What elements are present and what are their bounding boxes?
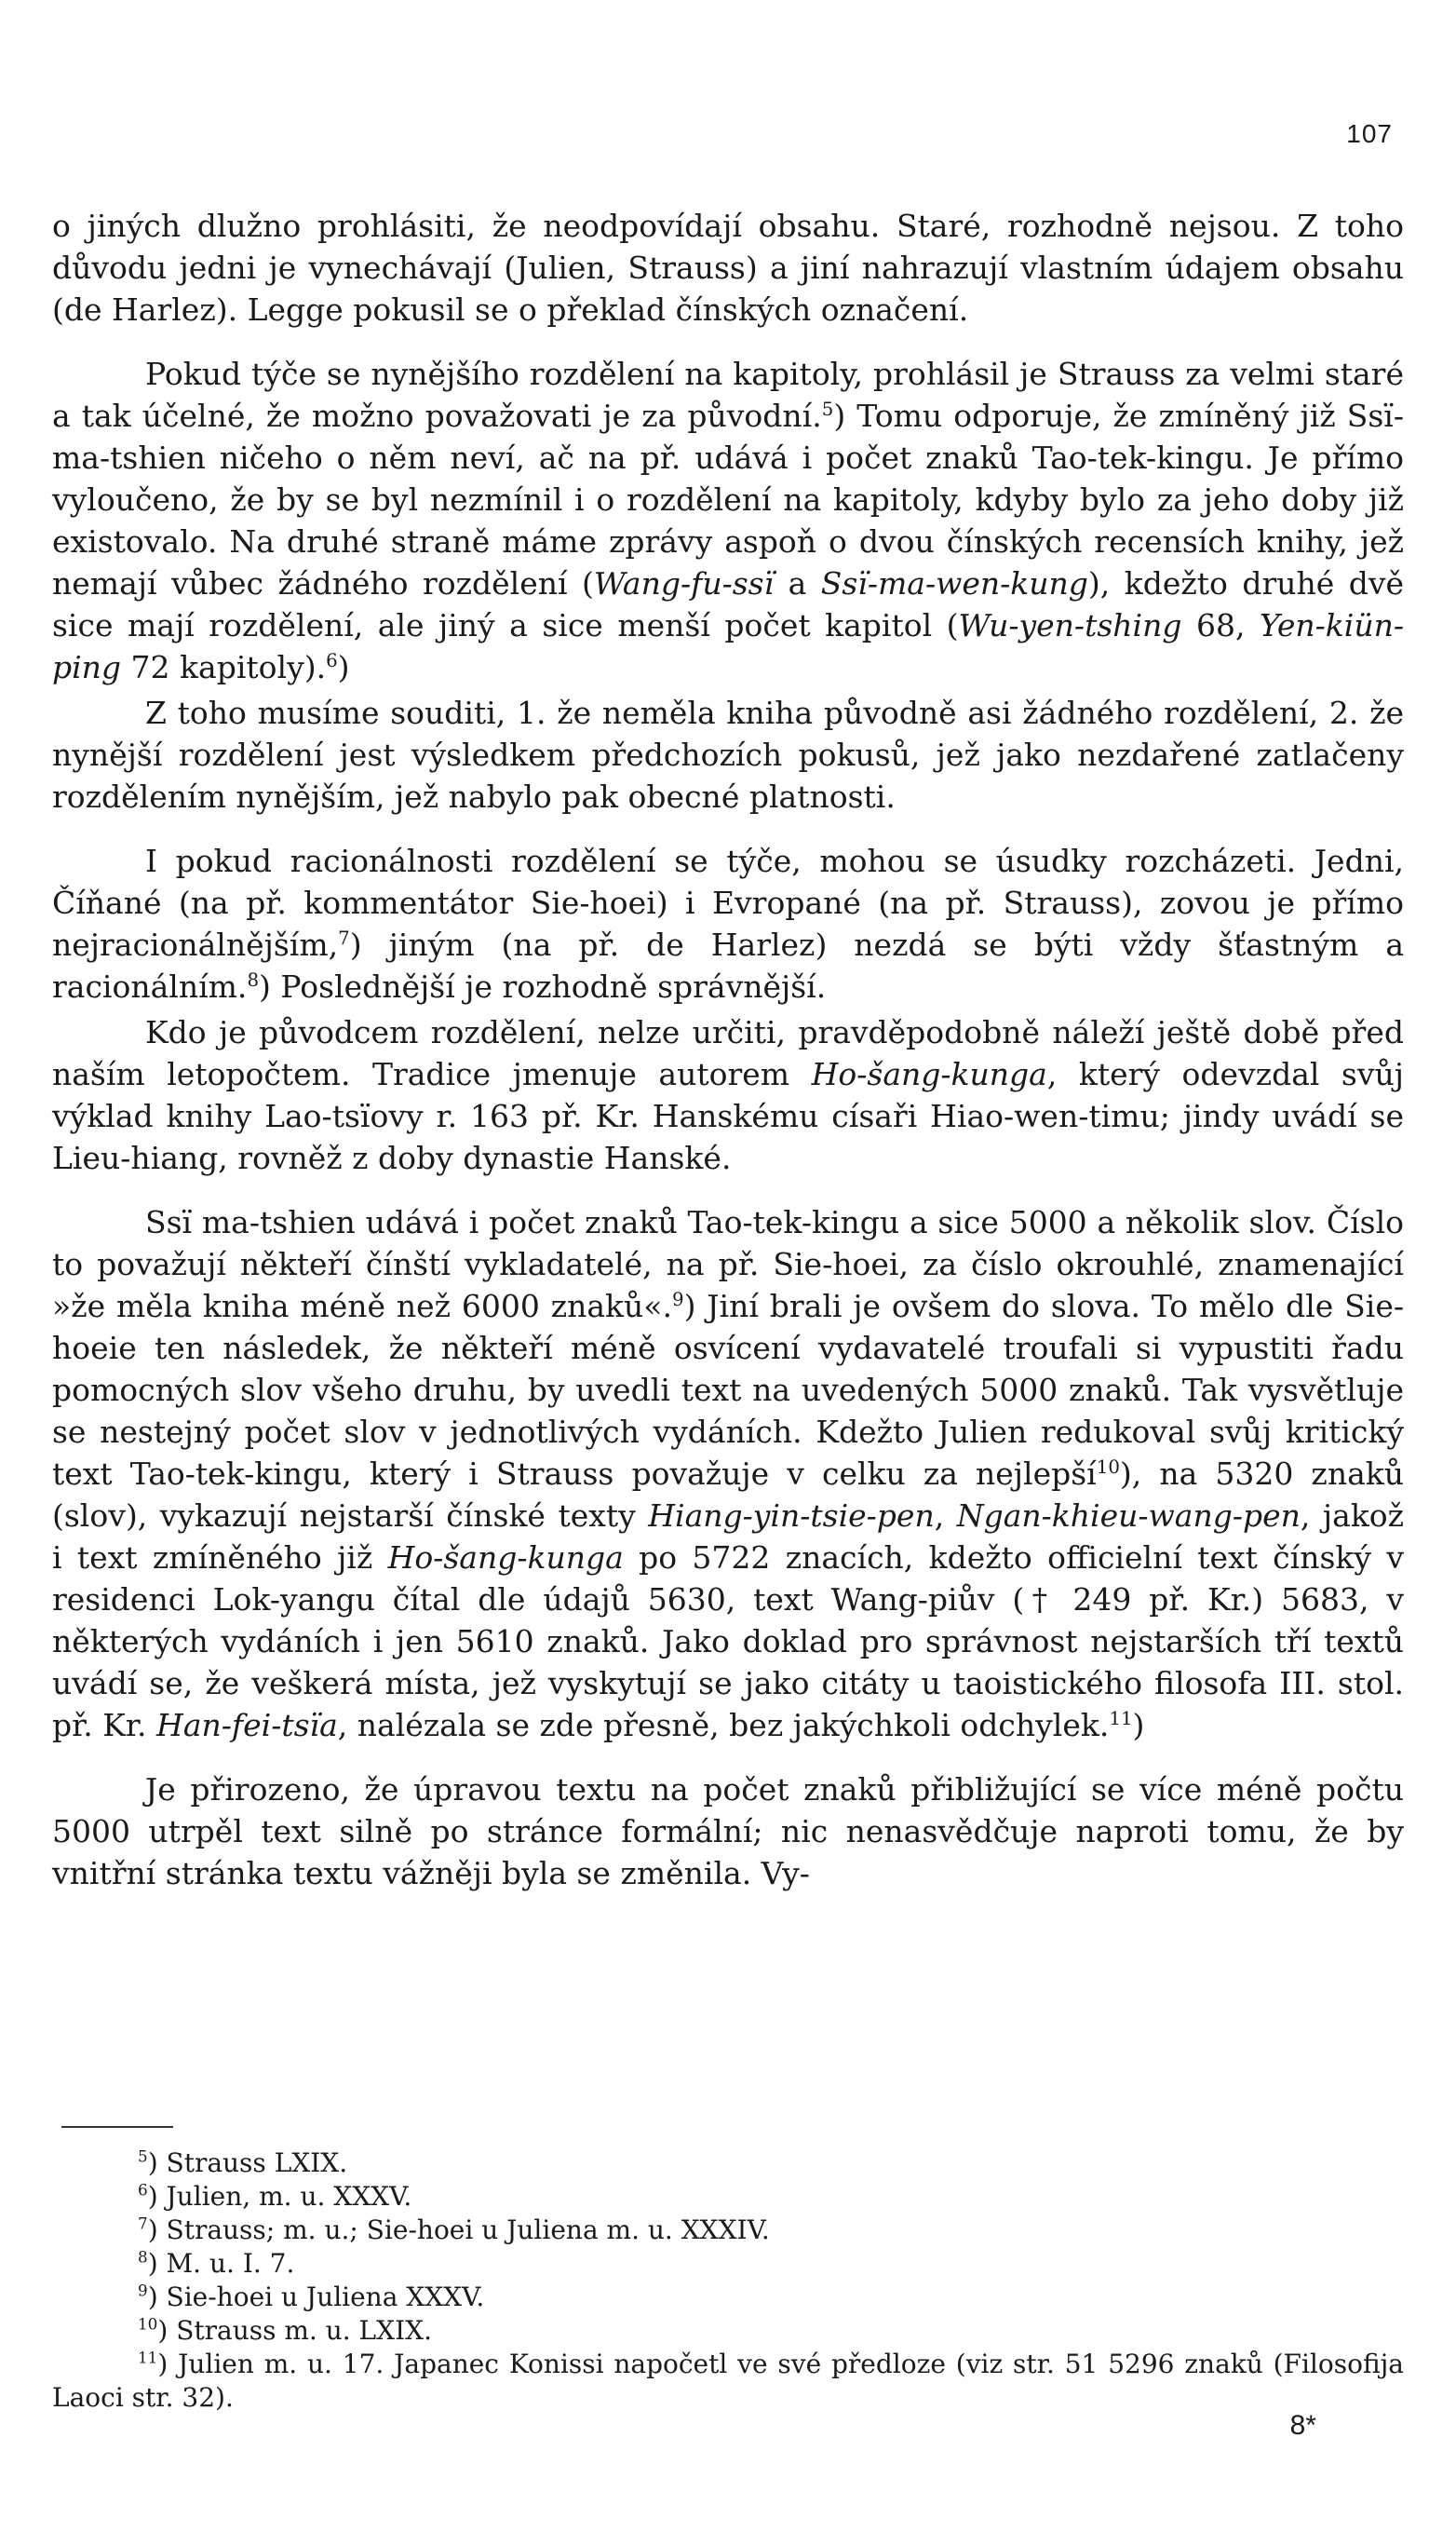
paragraph-3	[52, 692, 1404, 818]
paragraph-5	[52, 1011, 1404, 1179]
paragraph-text: , jakož i text zmíněného již	[52, 1497, 1405, 1576]
footnote-ref: 10	[1096, 1456, 1120, 1478]
paragraph-text: po 5722 znacích, kdežto officielní text čínský v residenci Lok-yangu čítal dle údajů 5630, text Wang-piův († 249 př. Kr.) 5683, v některých vydáních i jen 5610 znaků. Jako doklad pro správnost nejstarších tří textů uvádí se, že veškerá místa, jež vyskytují se jako citáty u taoistického filosofa III. stol. př. Kr.	[52, 1539, 1404, 1743]
paragraph-text: Pokud týče se nynějšího rozdělení na kapitoly, prohlásil je Strauss za velmi staré a tak účelné, že možno považovati je za původní.	[52, 356, 1404, 434]
paragraph-text: ) jiným (na př. de Harlez) nezdá se býti vždy šťastným a racionálním.	[52, 927, 1404, 1005]
paragraph-text: ) Jiní brali je ovšem do slova. To mělo dle Sie-hoeie ten následek, že někteří méně osvícení vydavatelé troufali si vypustiti řadu pomocných slov všeho druhu, by uvedli text na uvedených 5000 znaků. Tak vysvětluje se nestejný počet slov v jednotlivých vydáních. Kdežto Julien redukoval svůj kritický text Tao-tek-kingu, který i Strauss považuje v celku za nejlepší	[52, 1288, 1404, 1492]
footnote: $^{10}$) Strauss m. u. LXIX.	[138, 2314, 432, 2346]
italic-term: Hiang-yin-tsie-pen	[648, 1497, 935, 1534]
footnote-number: 8	[138, 2247, 148, 2267]
italic-term: Ngan-khieu-wang-pen	[956, 1497, 1301, 1534]
paragraph-7	[52, 1768, 1404, 1894]
paragraph-text: Z toho musíme souditi, 1. že neměla kniha původně asi žádného rozdělení, 2. že nynější rozdělení jest výsledkem předchozích pokusů, jež jako nezdařené zatlačeny rozdělením nynějším, jež nabylo pak obecné platnosti.	[52, 695, 1404, 815]
paragraph-text: Ssï ma-tshien udává i počet znaků Tao-tek-kingu a sice 5000 a několik slov. Číslo to považují někteří čínští vykladatelé, na př. Sie-hoei, za číslo okrouhlé, znamenající »že měla kniha méně než 6000 znaků«.	[52, 1204, 1404, 1324]
paragraph-text: ) Poslednější je rozhodně správnější.	[259, 968, 827, 1005]
paragraph-2	[52, 353, 1404, 688]
italic-term: Ho-šang-kunga	[387, 1539, 624, 1576]
italic-term: Ho-šang-kunga	[811, 1056, 1047, 1092]
paragraph-text: )	[1132, 1707, 1145, 1743]
footnote-number: 6	[138, 2180, 148, 2200]
footnote-number: 5	[138, 2146, 148, 2166]
footnote-text: Sie-hoei u Juliena XXXV.	[166, 2282, 485, 2312]
footnote-text: Julien m. u. 17. Japanec Konissi napočetl ve své předloze (viz str. 51 5296 znaků (Filosofija Laoci str. 32).	[52, 2349, 1404, 2413]
footnote-number: 9	[138, 2281, 148, 2300]
footnote: $^6$) Julien, m. u. XXXV.	[138, 2180, 412, 2212]
italic-term: Wu-yen-tshing	[958, 607, 1182, 643]
footnote: $^7$) Strauss; m. u.; Sie-hoei u Juliena m. u. XXXIV.	[138, 2214, 770, 2245]
footnote-ref: 7	[338, 928, 350, 949]
footnote-number: 10	[138, 2314, 158, 2334]
paragraph-text: o jiných dlužno prohlásiti, že neodpovídají obsahu. Staré, rozhodně nejsou. Z toho důvodu jedni je vynechávají (Julien, Strauss) a jiní nahrazují vlastním údajem obsahu (de Harlez). Legge pokusil se o překlad čínských označení.	[52, 208, 1404, 328]
footnote: $^8$) M. u. I. 7.	[138, 2247, 295, 2279]
footnote-text: Strauss m. u. LXIX.	[176, 2315, 432, 2346]
italic-term: Ssï-ma-wen-kung	[820, 565, 1088, 602]
paragraph-4	[52, 840, 1404, 1008]
footnote-text: M. u. I. 7.	[166, 2248, 295, 2279]
paragraph-text: , nalézala se zde přesně, bez jakýchkoli odchylek.	[337, 1707, 1110, 1743]
paragraph-text: 72 kapitoly).	[121, 649, 327, 685]
paragraph-6	[52, 1201, 1404, 1746]
footnote-number: 7	[138, 2214, 148, 2233]
footnote-divider	[61, 2126, 173, 2128]
paragraph-text: ), kdežto druhé dvě sice mají rozdělení, ale jiný a sice menší počet kapitol (	[52, 565, 1404, 643]
footnote-ref: 9	[671, 1289, 684, 1310]
page-number: 107	[1346, 119, 1393, 148]
footnote-text: Julien, m. u. XXXV.	[166, 2181, 412, 2212]
paragraph-1	[52, 205, 1404, 331]
paragraph-text: I pokud racionálnosti rozdělení se týče, mohou se úsudky rozcházeti. Jedni, Číňané (na př. kommentátor Sie-hoei) i Evropané (na př. Strauss), zovou je přímo nejracionálnějším,	[52, 843, 1404, 963]
footnote-number: 11	[138, 2348, 158, 2367]
footnote-ref: 5	[821, 399, 834, 420]
footnote-text: Strauss LXIX.	[166, 2147, 348, 2178]
paragraph-text: ) Tomu odporuje, že zmíněný již Ssï-ma-tshien ničeho o něm neví, ač na př. udává i počet znaků Tao-tek-kingu. Je přímo vyloučeno, že by se byl nezmínil i o rozdělení na kapitoly, kdyby bylo za jeho doby již existovalo. Na druhé straně máme zprávy aspoň o dvou čínských recensích knihy, jež nemají vůbec žádného rozdělení (	[52, 398, 1405, 602]
footnote-ref: 11	[1109, 1708, 1133, 1729]
paragraph-text: Je přirozeno, že úpravou textu na počet znaků přibližující se více méně počtu 5000 utrpěl text silně po stránce formální; nic nenasvědčuje naproti tomu, že by vnitřní stránka textu vážněji byla se změnila. Vy-	[52, 1771, 1404, 1891]
paragraph-text: )	[337, 649, 350, 685]
paragraph-text: ,	[934, 1497, 957, 1534]
italic-term: Han-fei-tsïa	[156, 1707, 338, 1743]
paragraph-text: 68,	[1181, 607, 1260, 643]
paragraph-text: , který odevzdal svůj výklad knihy Lao-tsïovy r. 163 př. Kr. Hanskému císaři Hiao-wen-timu; jindy uvádí se Lieu-hiang, rovněž z doby dynastie Hanské.	[52, 1056, 1404, 1176]
footnote: $^5$) Strauss LXIX.	[138, 2146, 348, 2178]
italic-term: Yen-kiün-ping	[52, 607, 1404, 685]
footnote-text: Strauss; m. u.; Sie-hoei u Juliena m. u. XXXIV.	[166, 2214, 770, 2245]
printer-signature-mark: 8*	[1289, 2410, 1316, 2441]
paragraph-text: a	[774, 565, 821, 602]
paragraph-text: Kdo je původcem rozdělení, nelze určiti, pravděpodobně náleží ještě době před naším letopočtem. Tradice jmenuje autorem	[52, 1014, 1404, 1092]
footnote: $^9$) Sie-hoei u Juliena XXXV.	[138, 2281, 485, 2312]
italic-term: Wang-fu-ssï	[593, 565, 775, 602]
footnote-ref: 8	[247, 969, 260, 991]
paragraph-text: ), na 5320 znaků (slov), vykazují nejstarší čínské texty	[52, 1456, 1404, 1534]
footnotes	[52, 2146, 1404, 2415]
footnote-ref: 6	[326, 650, 338, 671]
footnote: $^{11}$) Julien m. u. 17. Japanec Konissi napočetl ve své předloze (viz str. 51 5296 znaků (Filosofija Laoci str. 32).	[52, 2348, 1404, 2413]
main-text	[52, 205, 1404, 1894]
